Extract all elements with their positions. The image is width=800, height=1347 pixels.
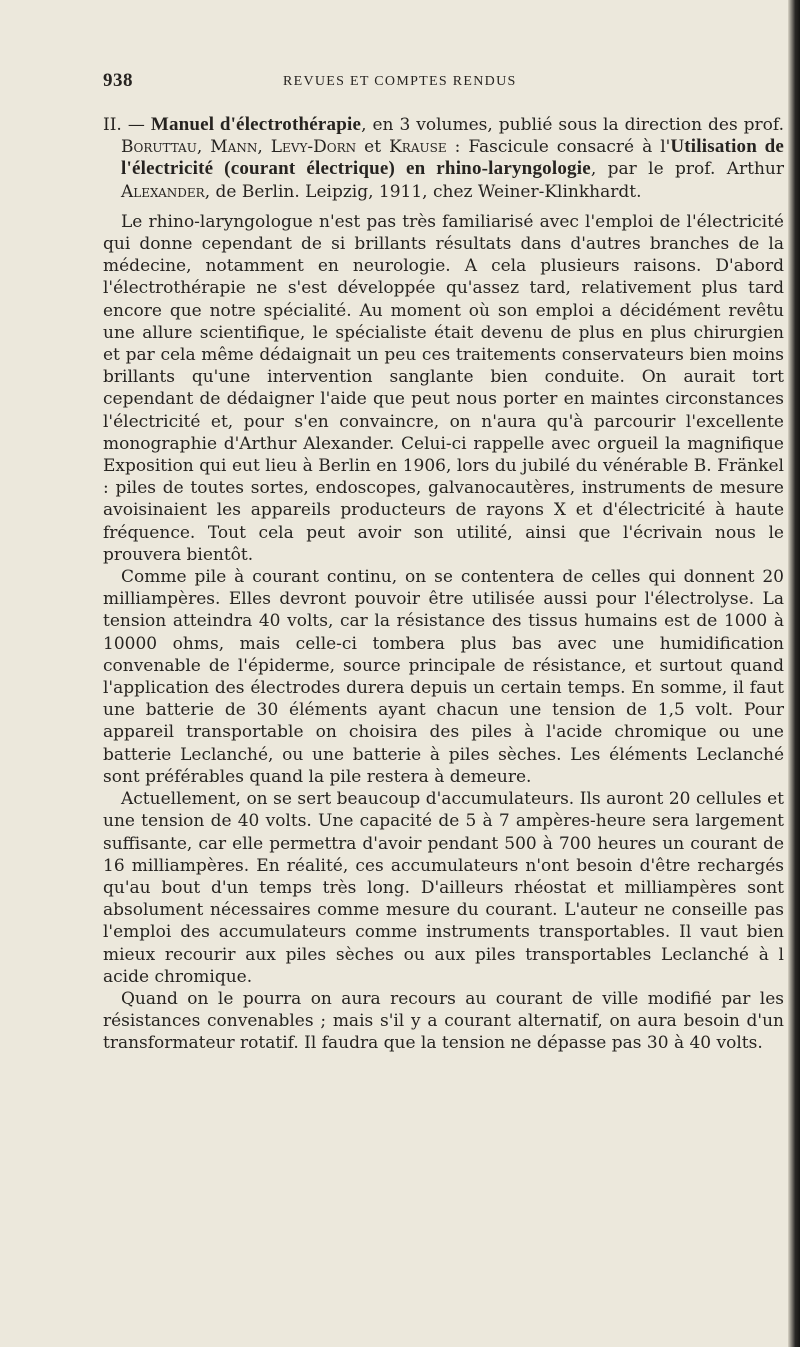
entry-text: , en 3 volumes, publié sous la direction des prof. (361, 115, 785, 135)
author-name: Alexander (121, 181, 205, 202)
article-body (103, 114, 784, 1055)
paragraph: Le rhino-laryngologue n'est pas très familiarisé avec l'emploi de l'électricité qui donne cependant de si brillants résultats dans d'autres branches de la médecine, notamment en neurologie. A cela plusieurs raisons. D'abord l'électrothérapie ne s'est développée qu'assez tard, relativement plus tard encore que notre spécialité. Au moment où son emploi a décidément revêtu une allure scientifique, le spécialiste était devenu de plus en plus chirurgien et par cela même dédaignait un peu ces traitements conservateurs bien moins brillants qu'une intervention sanglante bien conduite. On aurait tort cependant de dédaigner l'aide que peut nous porter en maintes circonstances l'électricité et, pour s'en convaincre, on n'aura qu'à parcourir l'excellente monographie d'Arthur Alexander. Celui-ci rappelle avec orgueil la magnifique Exposition qui eut lieu à Berlin en 1906, lors du jubilé du vénérable B. Fränkel : piles de toutes sortes, endoscopes, galvanocautères, instruments de mesure avoisinaient les appareils producteurs de rayons X et d'électricité à haute fréquence. Tout cela peut avoir son utilité, ainsi que l'écrivain nous le prouvera bientôt. (103, 211, 784, 565)
entry-text: : Fascicule consacré à l' (446, 137, 671, 158)
fascicle-title: Utilisation de l'électricité (courant électrique) en rhino-laryngologie (121, 136, 784, 180)
page-binding-edge (788, 0, 800, 1347)
page-number: 938 (103, 70, 133, 91)
entry-number: II. (103, 115, 122, 135)
entry-text: , (196, 137, 211, 158)
author-name: Mann (210, 137, 258, 158)
paragraph: Quand on le pourra on aura recours au courant de ville modifié par les résistances convenables ; mais s'il y a courant alternatif, on aura besoin d'un transformateur rotatif. Il faudra que la tension ne dépasse pas 30 à 40 volts. (103, 988, 784, 1054)
entry-text: et (356, 137, 390, 158)
author-name: Levy-Dorn (270, 137, 357, 158)
review-entry (103, 114, 784, 203)
entry-text: , (257, 137, 271, 158)
paragraph: Actuellement, on se sert beaucoup d'accumulateurs. Ils auront 20 cellules et une tension de 40 volts. Une capacité de 5 à 7 ampères-heure sera largement suffisante, car elle permettra d'avoir pendant 500 à 700 heures un courant de 16 milliampères. En réalité, ces accumulateurs n'ont besoin d'être rechargés qu'au bout d'un temps très long. D'ailleurs rhéostat et milliampères sont absolument nécessaires comme mesure du courant. L'auteur ne conseille pas l'emploi des accumulateurs comme instruments transportables. Il vaut bien mieux recourir aux piles sèches ou aux piles transportables Leclanché à l acide chromique. (103, 789, 784, 987)
entry-text: , par le prof. Arthur (590, 159, 784, 180)
author-name: Krause (389, 137, 447, 158)
entry-dash: — (121, 115, 151, 135)
author-name: Boruttau (121, 137, 197, 158)
book-title: Manuel d'électrothérapie (150, 114, 362, 135)
page-header (103, 70, 783, 98)
paragraph: Comme pile à courant continu, on se contentera de celles qui donnent 20 milliampères. Elles devront pouvoir être utilisée aussi pour l'électrolyse. La tension atteindra 40 volts, car la résistance des tissus humains est de 1000 à 10000 ohms, mais celle-ci tombera plus bas avec une humidification convenable de l'épiderme, source principale de résistance, et surtout quand l'application des électrodes durera depuis un certain temps. En somme, il faut une batterie de 30 éléments ayant chacun une tension de 1,5 volt. Pour appareil transportable on choisira des piles à l'acide chromique ou une batterie Leclanché, ou une batterie à piles sèches. Les éléments Leclanché sont préférables quand la pile restera à demeure. (103, 567, 784, 787)
entry-text: , de Berlin. Leipzig, 1911, chez Weiner-Klinkhardt. (204, 181, 642, 202)
running-head: REVUES ET COMPTES RENDUS (283, 74, 517, 89)
